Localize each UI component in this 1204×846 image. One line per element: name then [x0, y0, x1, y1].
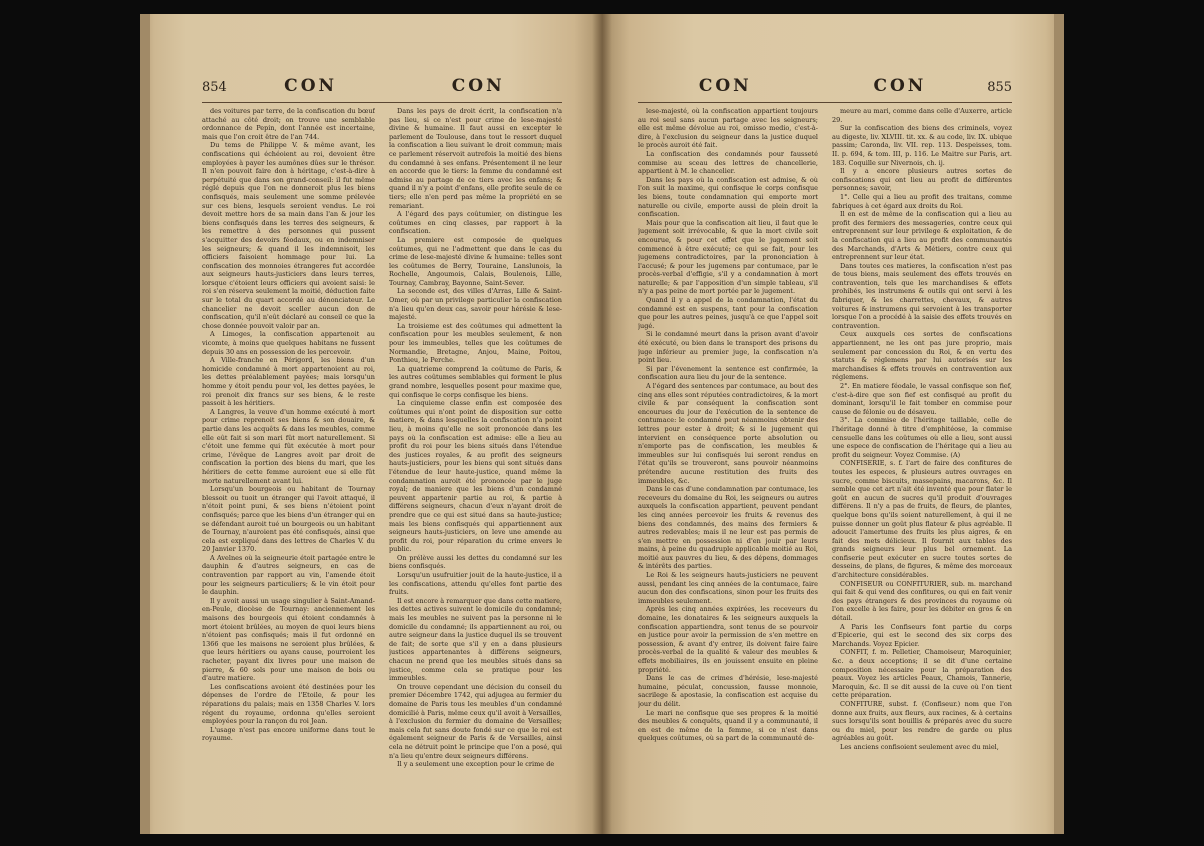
paragraph: Dans les pays où la confiscation est admise, & où l'on suit la maxime, qui confisque le corps confisque les biens, toute condamnation qui emporte mort naturelle ou civile, emporte aussi de plein droit la confiscation.	[638, 175, 818, 219]
paragraph: La cinquieme classe enfin est composée des coûtumes qui n'ont point de disposition sur cette matiere, & dans lesquelles la confiscation n'a point lieu, à moins qu'elle ne soit prononcée dans les pays où la confiscation est admise: elle a lieu au profit du roi pour les biens situés dans l'étendue des justices royales, & au profit des seigneurs hauts-justiciers, pour les biens qui sont situés dans l'étendue de leur haute-justice, quand même la condamnation auroit été prononcée par le juge royal; de maniere que les biens d'un condamné peuvent appartenir partie au roi, & partie à différens seigneurs, chacun d'eux n'ayant droit de prendre que ce qui est situé dans sa haute-justice; mais les biens confisqués qui appartiennent aux seigneurs hauts-justiciers, on leve une amende au profit du roi, pour réparation du crime envers le public.	[389, 399, 562, 554]
paragraph: Lorsqu'un usufruitier jouit de la haute-justice, il a les confiscations, attendu qu'elles font partie des fruits.	[389, 571, 562, 597]
open-book	[140, 14, 1064, 834]
paragraph: On trouve cependant une décision du conseil du premier Décembre 1742, qui adjugea au fermier du domaine de Paris tous les meubles d'un condamné domicilié à Paris, même ceux qu'il avoit à Versailles, à l'exclusion du fermier du domaine de Versailles; mais cela fut sans doute fondé sur ce que le roi est également seigneur de Paris & de Versailles, ainsi cela ne détruit point le principe que l'on a posé, qui n'a lieu qu'entre deux seigneurs différens.	[389, 682, 562, 760]
paragraph: 2°. En matiere féodale, le vassal confisque son fief, c'est-à-dire que son fief est confisqué au profit du dominant, lorsqu'il le fait tomber en commise pour cause de félonie ou de désaveu.	[832, 382, 1012, 416]
paragraph: CONFISEUR ou CONFITURIER, sub. m. marchand qui fait & qui vend des confitures, ou qui en fait venir des pays étrangers & des provinces du royaume où l'on excelle à les faire, pour les débiter en gros & en détail.	[832, 579, 1012, 623]
paragraph: La confiscation des condamnés pour fausseté commise au sceau des lettres de chancellerie, appartient à M. le chancelier.	[638, 149, 818, 176]
page-number-right: 855	[987, 80, 1013, 95]
paragraph: Il est encore à remarquer que dans cette matiere, les dettes actives suivent le domicile du condamné; mais les meubles ne suivent pas la personne ni le domicile du condamné; ils appartiennent au roi, ou autre seigneur dans la justice duquel ils se trouvent de fait; de sorte que s'il y en a dans plusieurs justices appartenantes à différens seigneurs, chacun ne prend que les meubles situés dans sa justice, comme cela se pratique pour les immeubles.	[389, 596, 562, 683]
paragraph: La troisieme est des coûtumes qui admettent la confiscation pour les meubles seulement, & non pour les immeubles, telles que les coûtumes de Normandie, Bretagne, Anjou, Maine, Poitou, Ponthieu, le Perche.	[389, 321, 562, 365]
paragraph: 1°. Celle qui a lieu au profit des traitans, comme fabriques à cet égard aux droits du Roi.	[832, 192, 1012, 210]
paragraph: La premiere est composée de quelques coûtumes, qui ne l'admettent que dans le cas du crime de lese-majesté divine & humaine: telles sont les coûtumes de Berry, Touraine, Lanslunois, la Rochelle, Angoumois, Calais, Boulenois, Lille, Tournay, Cambray, Bayonne, Saint-Sever.	[389, 235, 562, 287]
paragraph: A Ville-franche en Périgord, les biens d'un homicide condamné à mort appartenoient au roi, les dettes préalablement payées; mais lorsqu'un homme y étoit pendu pour vol, les dettes payées, le roi prenoit dix francs sur ses biens, & le reste passoit à les héritiers.	[202, 356, 375, 408]
paragraph: La quatrieme comprend la coûtume de Paris, & les autres coûtumes semblables qui forment le plus grand nombre, lesquelles posent pour maxime que, qui confisque le corps confisque les biens.	[389, 364, 562, 399]
right-page-header	[638, 76, 1012, 96]
header-rule	[638, 102, 1012, 103]
header-rule	[202, 102, 562, 103]
book-gutter	[592, 14, 612, 834]
paragraph: La seconde est, des villes d'Arras, Lille & Saint-Omer, où par un privilege particulier la confiscation n'a lieu qu'en deux cas, savoir pour hérésie & lese-majesté.	[389, 287, 562, 322]
paragraph: CONFIT, f. m. Pelletier, Chamoiseur, Maroquinier, &c. a deux acceptions; il se dit d'une certaine composition nécessaire pour la préparation des peaux. Voyez les articles Peaux, Chamois, Tannerie, Maroquin, &c. Il se dit aussi de la cuve où l'on tient cette préparation.	[832, 648, 1012, 700]
paragraph: Dans le cas de crimes d'hérésie, lese-majesté humaine, péculat, concussion, fausse monnoie, sacrilege & apostasie, la confiscation est acquise du jour du délit.	[638, 674, 818, 708]
paragraph: meure au mari, comme dans celle d'Auxerre, article 29.	[832, 107, 1012, 124]
paragraph: CONFISERIE, s. f. l'art de faire des confitures de toutes les especes, & plusieurs autres ouvrages en sucre, comme biscuits, massepains, macarons, &c. Il semble que cet art n'ait été inventé que pour flater le goût en aucun de sucres qu'il produit d'ouvrages différens. Il n'y a pas de fruits, de fleurs, de plantes, quelque bons qu'ils soient naturellement, à qui il ne puisse donner un goût plus flateur & plus agréable. Il adoucit l'amertume des fruits les plus aigres, & en fait des mets délicieux. Il fournit aux tables des grands seigneurs leur plus bel ornement. La confiserie peut exécuter en sucre toutes sortes de desseins, de plans, de figures, & même des morceaux d'architecture considérables.	[832, 459, 1012, 580]
paragraph: L'usage n'est pas encore uniforme dans tout le royaume.	[202, 725, 375, 743]
running-head: CON	[284, 76, 338, 96]
text-column	[638, 107, 818, 817]
paragraph: Dans le cas d'une condamnation par contumace, les receveurs du domaine du Roi, les seigneurs ou autres auxquels la confiscation appartient, peuvent pendant les cinq années percevoir les fruits & revenus des biens des condamnés, des mains des fermiers & autres redevables; mais il ne leur est pas permis de s'en mettre en possession ni d'en jouir par leurs mains, à peine du quadruple applicable moitié au Roi, moitié aux pauvres du lieu, & des dépens, dommages & intérêts des parties.	[638, 485, 818, 571]
paragraph: A Paris les Confiseurs font partie du corps d'Epicerie, qui est le second des six corps des Marchands. Voyez Epicier.	[832, 622, 1012, 648]
paragraph: A Avelnes où la seigneurie étoit partagée entre le dauphin & d'autres seigneurs, en cas de contravention par rapport au vin, l'amende étoit pour les seigneurs particuliers; & le vin étoit pour le dauphin.	[202, 553, 375, 597]
paragraph: A Langres, la veuve d'un homme exécuté à mort pour crime reprenoit ses biens & son douaire, & partie dans les acquêts & dans les meubles, comme elle eût fait si son mari fût mort naturellement. Si c'étoit une femme qui fût exécutée à mort pour crime, l'évêque de Langres avoit par droit de confiscation la portion des biens du mari, que les héritiers de cette femme auroient eue si elle fût morte naturellement avant lui.	[202, 407, 375, 485]
running-head: CON	[873, 76, 927, 96]
paragraph: Il y a encore plusieurs autres sortes de confiscations qui ont lieu au profit de différentes personnes; savoir,	[832, 167, 1012, 193]
paragraph: Mais pour que la confiscation ait lieu, il faut que le jugement soit irrévocable, & que la mort civile soit encourue, & pour cet effet que le jugement soit commencé à être exécuté; ce qui se fait, pour les jugemens contradictoires, par la prononciation à l'accusé; & pour les jugemens par contumace, par le procès-verbal d'effigie, s'il y a condamnation à mort naturelle; & par l'apposition d'un simple tableau, s'il n'y a pas peine de mort portée par le jugement.	[638, 218, 818, 296]
paragraph: Si le condamné meurt dans la prison avant d'avoir été exécuté, ou bien dans le transport des prisons du juge inférieur au premier juge, la confiscation n'a point lieu.	[638, 330, 818, 365]
paragraph: Si par l'évenement la sentence est confirmée, la confiscation aura lieu du jour de la sentence.	[638, 364, 818, 382]
paragraph: Lorsqu'un bourgeois ou habitant de Tournay blessoit ou tuoit un étranger qui l'avoit attaqué, il n'étoit point puni, & ses biens n'étoient point confisqués; parce que les biens d'un étranger qui en se défendant auroit tué un bourgeois ou un habitant de Tournay, n'auroient pas été confisqués, ainsi que cela est expliqué dans des lettres de Charles V. du 20 Janvier 1370.	[202, 485, 375, 554]
paragraph: Sur la confiscation des biens des criminels, voyez au digeste, liv. XLVIII. tit. xx. & au code, liv. IX. ubique passim; Caronda, liv. VII. rep. 113. Despeisses, tom. II. p. 694, & tom. III, p. 116. Le Maitre sur Paris, art. 183. Coquille sur Nivernois, ch. ij.	[832, 124, 1012, 167]
paragraph: Les anciens confisoient seulement avec du miel,	[840, 742, 999, 751]
left-page	[140, 14, 602, 834]
page-number-left: 854	[202, 80, 227, 95]
paragraph: des voitures par terre, de la confiscation du bœuf attaché au côté droit; on trouve une semblable ordonnance de Pepin, dont l'année est incertaine, mais que l'on croit être de l'an 744.	[202, 107, 375, 141]
paragraph: On prélève aussi les dettes du condamné sur les biens confisqués.	[389, 553, 562, 571]
text-column	[832, 107, 1012, 817]
paragraph: A l'égard des pays coûtumier, on distingue les coûtumes en cinq classes, par rapport à la confiscation.	[389, 210, 562, 236]
page-edge-right	[1054, 14, 1064, 834]
paragraph: Le Roi & les seigneurs hauts-justiciers ne peuvent aussi, pendant les cinq années de la contumace, faire aucun don des confiscations, sinon pour les fruits des immeubles seulement.	[638, 571, 818, 605]
left-page-header	[202, 76, 562, 96]
paragraph: Quand il y a appel de la condamnation, l'état du condamné est en suspens, tant pour la confiscation que pour les autres peines, jusqu'à ce que l'appel soit jugé.	[638, 296, 818, 330]
text-column	[202, 107, 375, 817]
paragraph: Après les cinq années expirées, les receveurs du domaine, les donataires & les seigneurs auxquels la confiscation appartiendra, sont tenus de se pourvoir en justice pour avoir la permission de s'en mettre en possession, & avant d'y entrer, ils doivent faire faire procès-verbal de la qualité & valeur des meubles & effets mobiliaires, ils en jouissent ensuite en pleine propriété.	[638, 605, 818, 674]
paragraph: Dans les pays de droit écrit, la confiscation n'a pas lieu, si ce n'est pour crime de lese-majesté divine & humaine. Il faut aussi en excepter le parlement de Toulouse, dans tout le ressort duquel la confiscation a lieu suivant le droit commun; mais ce parlement réservoit autrefois la moitié des biens du condamné à ses enfans. Présentement il ne leur en accorde que le tiers: la femme du condamné est admise au partage de ce tiers avec les enfans; & quand il n'y a point d'enfans, elle profite seule de ce tiers; elle n'en perd pas même la propriété en se remariant.	[389, 107, 562, 210]
paragraph: lese-majesté, où la confiscation appartient toujours au roi seul sans aucun partage avec les seigneurs; elle est même dévolue au roi, omisso medio, c'est-à-dire, à l'exclusion du seigneur dans la justice duquel le procès auroit été fait.	[638, 107, 818, 150]
paragraph: A l'égard des sentences par contumace, au bout des cinq ans elles sont réputées contradictoires, & la mort civile & par conséquent la confiscation sont encourues du jour de l'exécution de la sentence de contumace: le condamné peut néanmoins obtenir des lettres pour ester à droit; & si le jugement qui intervient en conséquence porte absolution ou n'emporte pas de confiscation, les meubles & immeubles sur lui confisqués lui seront rendus en l'état qu'ils se trouveront, sans pouvoir néanmoins prétendre aucune restitution des fruits des immeubles, &c.	[638, 382, 818, 485]
paragraph: CONFITURE, subst. f. (Confiseur.) nom que l'on donne aux fruits, aux fleurs, aux racines, & à certains sucs lorsqu'ils sont bouillis & préparés avec du sucre ou du miel, pour les rendre de garde ou plus agréables au goût.	[832, 699, 1012, 743]
paragraph: Il y avoit aussi un usage singulier à Saint-Amand-en-Peule, diocèse de Tournay: anciennement les maisons des bourgeois qui étoient condamnés à mort étoient brûlées, au moyen de quoi leurs biens n'étoient pas confisqués; mais il fut ordonné en 1366 que les maisons ne seroient plus brûlées, & que leurs héritiers ou ayans cause, pourroient les racheter, payant dix livres pour une maison de pierre, & 60 sols pour une maison de bois ou d'autre matiere.	[202, 596, 375, 683]
text-column	[389, 107, 562, 817]
paragraph: 3°. La commise de l'héritage taillable, celle de l'héritage donné à titre d'emphitéose, la commise censuelle dans les coûtumes où elle a lieu, sont aussi une espece de confiscation de l'héritage qui a lieu au profit du seigneur. Voyez Commise. (A)	[832, 416, 1012, 459]
paragraph: Ceux auxquels ces sortes de confiscations appartiennent, ne les ont pas jure proprio, mais seulement par concession du Roi, & en vertu des statuts & réglemens par lui autorisés sur les marchandises & effets trouvés en contravention aux réglemens.	[832, 330, 1012, 382]
paragraph: A Limoges, la confiscation appartenoit au vicomte, à moins que quelques habitans ne fussent depuis 30 ans en possession de les percevoir.	[202, 330, 375, 356]
running-head: CON	[451, 76, 505, 96]
paragraph: Dans toutes ces matieres, la confiscation n'est pas de tous biens, mais seulement des effets trouvés en contravention, tels que les marchandises & effets prohibés, les instrumens & outils qui ont servi à les fabriquer, & les charrettes, chevaux, & autres voitures & instrumens qui servoient à les transporter lorsque l'on a procédé à la saisie des effets trouvés en contravention.	[832, 261, 1012, 330]
running-head: CON	[698, 76, 752, 96]
right-page	[602, 14, 1064, 834]
paragraph: Il y a seulement une exception pour le crime de	[397, 760, 555, 769]
paragraph: Il en est de même de la confiscation qui a lieu au profit des fermiers des messageries, contre ceux qui entreprennent sur leur privilege & exploitation, & de la confiscation qui a lieu au profit des communautés des Marchands, d'Arts & Métiers, contre ceux qui entreprennent sur leur état.	[832, 210, 1012, 262]
paragraph: Les confiscations avoient été destinées pour les dépenses de l'ordre de l'Etoile, & pour les réparations du palais; mais en 1358 Charles V. lors régent du royaume, ordonna qu'elles seroient employées pour la rançon du roi Jean.	[202, 682, 375, 726]
paragraph: Le mari ne confisque que ses propres & la moitié des meubles & conquêts, quand il y a communauté, il en est de même de la femme, si ce n'est dans quelques coûtumes, où sa part de la communauté de-	[638, 708, 818, 743]
page-edge-left	[140, 14, 150, 834]
paragraph: Du tems de Philippe V. & même avant, les confiscations qui échéoient au roi, devoient être employées à payer les aumônes dûes sur le thrésor. Il n'en pouvoit faire don à héritage, c'est-à-dire à perpétuité que dans son grand-conseil: il fut même réglé depuis que l'on ne donneroit plus les biens confisqués, mais seulement une somme prélevée sur ces biens, lesquels seroient vendus. Le roi devoit mettre hors de sa main dans l'an & jour les biens confisqués dans les terres des seigneurs, & les remettre à des personnes qui pussent s'acquitter des devoirs féodaux, ou en indemniser les seigneurs; & quand il les indemnisoit, les officiers faisoient hommage pour lui. La confiscation des monnoies étrangeres fut accordée aux seigneurs hauts-justiciers dans leurs terres, lorsque c'étoient leurs officiers qui avoient saisi: le roi s'en réserva seulement la moitié, déduction faite sur le total du quart accordé au dénonciateur. Le chancelier ne devoit sceller aucun don de confiscation, qu'il n'eût déclaré au conseil ce que la chose donnée pouvoit valoir par an.	[202, 141, 375, 330]
